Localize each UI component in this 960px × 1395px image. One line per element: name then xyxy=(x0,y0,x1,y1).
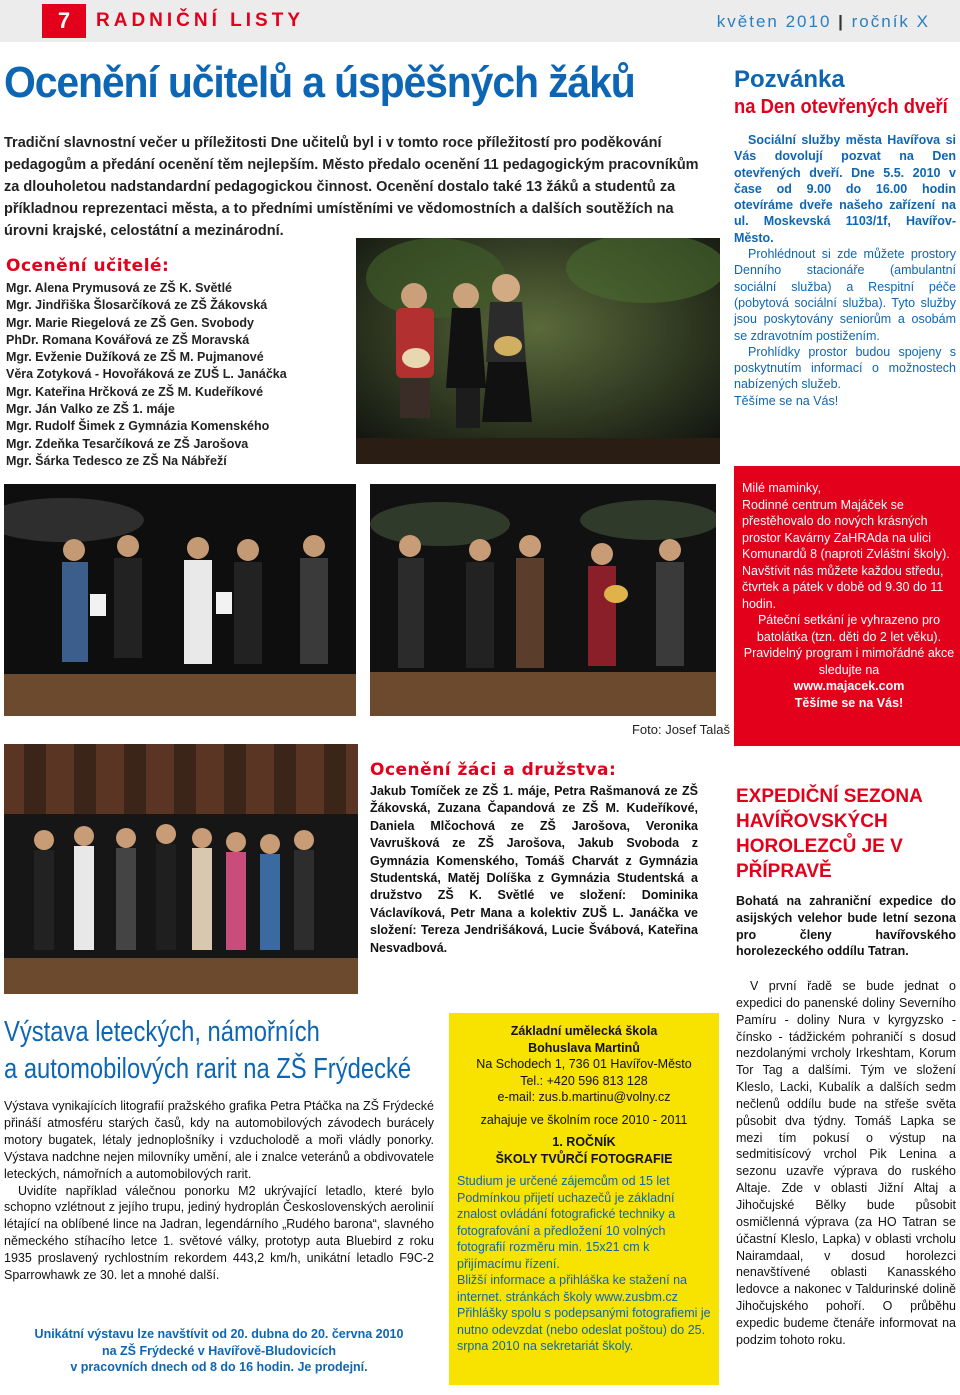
list-item: Mgr. Zdeňka Tesarčíková ze ZŠ Jarošova xyxy=(6,436,249,451)
exhibition-title-line: Výstava leteckých, námořních xyxy=(4,1016,320,1048)
majacek-closing: Těšíme se na Vás! xyxy=(794,695,904,710)
list-item: Mgr. Ján Valko ze ZŠ 1. máje xyxy=(6,402,175,417)
list-item: Mgr. Jindřiška Šlosarčíková ze ZŠ Žákovská xyxy=(6,298,268,313)
invitation-paragraph: Prohlédnout si zde můžete prostory Denního stacionáře (ambulantní sociální služba) a Respitní péče (pobytová sociální služba). Tyto služby jsou poskytovány seniorům a osobám se zdravotním postižením. xyxy=(734,247,956,343)
majacek-paragraph: Rodinné centrum Majáček se přestěhovalo do nových krásných prostor Kavárny ZaHRAda na ulici Komunardů 8 (naproti Zvláštní školy). xyxy=(742,497,950,561)
invitation-paragraph: Sociální služby města Havířova si Vás dovolují pozvat na Den otevřených dveří. Dne 5.5. 2010 v čase od 9.00 do 16.00 hodin otevíráme dveře našeho zařízení na ul. Moskevská 1103/1f, Havířov-Město. xyxy=(734,133,956,245)
school-program: ŠKOLY TVŮRČÍ FOTOGRAFIE xyxy=(495,1151,673,1166)
list-item: Mgr. Evženie Dužíková ze ZŠ M. Pujmanové xyxy=(6,350,264,365)
teachers-list xyxy=(6,280,346,470)
list-item: Věra Zotyková - Hovořáková ze ZUŠ L. Janáčka xyxy=(6,367,287,382)
list-item: Mgr. Alena Prymusová ze ZŠ K. Světlé xyxy=(6,281,233,295)
teachers-heading: Ocenění učitelé: xyxy=(6,256,170,276)
school-paragraph: Studium je určené zájemcům od 15 let Podmínkou přijetí uchazečů je základní znalost ovládání fotografické techniky a fotografování a předložení 10 volných fotografií rozměru min. 15x21 cm k přijímacímu řízení. xyxy=(457,1174,676,1271)
invitation-body xyxy=(734,132,956,409)
school-name: Bohuslava Martinů xyxy=(528,1040,640,1055)
school-name: Základní umělecká škola xyxy=(510,1024,658,1038)
students-list: Jakub Tomíček ze ZŠ 1. máje, Petra Rašmanová ze ZŠ Žákovská, Zuzana Čapandová ze ZŠ M. Kudeříkové, Daniela Mlčochová ze ZŠ Jarošova, Veronika Vavrušková ze ZŠ Jarošova, Jakub Svoboda z Gymnázia Komenského, Tomáš Charvát z Gymnázia Studentská, Matěj Dolíška z Gymnázia Studentská a družstvo ZŠ K. Světlé ve složení: Dominika Václavíková, Petr Mana a kolektiv ZUŠ L. Janáčka ve složení: Tereza Jendrišáková, Lucie Švábová, Kateřina Nesvadbová. xyxy=(370,784,698,955)
exhibition-title-line: a automobilových rarit na ZŠ Frýdecké xyxy=(4,1053,412,1085)
majacek-greeting: Milé maminky, xyxy=(742,481,821,495)
list-item: Mgr. Marie Riegelová ze ZŠ Gen. Svobody xyxy=(6,315,254,330)
majacek-paragraph: Páteční setkání je vyhrazeno pro batolátka (tzn. děti do 2 let věku). xyxy=(756,613,942,644)
invitation-subtitle: na Den otevřených dveří xyxy=(734,96,948,118)
majacek-paragraph: Pravidelný program i mimořádné akce sledujte na xyxy=(743,646,955,677)
photo-teachers-trio xyxy=(356,238,720,464)
school-address: Na Schodech 1, 736 01 Havířov-Město xyxy=(476,1057,692,1071)
exhibition-title xyxy=(4,1014,412,1088)
exhibition-footer-line: Unikátní výstavu lze navštívit od 20. dubna do 20. června 2010 xyxy=(34,1327,404,1341)
exhibition-body xyxy=(4,1098,434,1284)
issue-volume: ročník X xyxy=(851,12,930,31)
school-enrolment: zahajuje ve školním roce 2010 - 2011 xyxy=(480,1112,688,1127)
school-email[interactable]: e-mail: zus.b.martinu@volny.cz xyxy=(497,1090,671,1104)
issue-separator: | xyxy=(838,12,845,31)
exhibition-footer-line: v pracovních dnech od 8 do 16 hodin. Je prodejní. xyxy=(70,1360,368,1374)
school-year: 1. ROČNÍK xyxy=(552,1135,616,1149)
school-paragraph: Bližší informace a přihláška ke stažení na internet. stránkách školy www.zusbm.cz xyxy=(457,1273,687,1304)
photo-students xyxy=(4,744,358,994)
majacek-notice xyxy=(734,466,960,746)
main-headline: Ocenění učitelů a úspěšných žáků xyxy=(4,58,635,107)
photo-teachers-group-2 xyxy=(370,484,716,716)
list-item: PhDr. Romana Kovářová ze ZŠ Moravská xyxy=(6,332,250,347)
list-item: Mgr. Rudolf Šimek z Gymnázia Komenského xyxy=(6,419,270,434)
exhibition-paragraph: Výstava vynikajících litografií pražského grafika Petra Ptáčka na ZŠ Frýdecké přináší atmosféru starých časů, kdy na automobilových závodech burácely motory bugatek, létaly jednoplošníky i vzducholodě a moři vládly ponorky. Výstava nadchne nejen milovníky umění, ale i znalce veteránů a obdivovatele leteckých, námořních a automobilových rarit. xyxy=(4,1099,434,1181)
expedition-body: V první řadě se bude jednat o expedici do panenské doliny Severního Pamíru - doliny Nura v kyrgyzsko - čínsko - tádžickém pohraničí s dosud nezdolanými vrcholy Irkeshtam, Korum Tor Tag a dalšími. Tým ve složení Kleslo, Lacki, Kubalík a dalších sedm nečlenů oddílu bude na střeše světa působit dva týdny. Tomáš Lapka se mezi tím pokusí o výstup na sedmitisícový vrchol Pik Lenina a sezonu uzavře výprava do ruského Altaje. Zde v oblasti Jižní Altaj a Jihočujské Bělky bude působit osmičlenná výprava (za HO Tatran se účastní Kleslo, Lapka) v oblasti vrcholu Nairamdaal, v dosud horolezci nenavštívené oblasti Kanasského ledovce a nakonec v Taldurinské dolině Jihočujského pohoří. O průběhu expedic budeme čtenáře informovat na podzim tohoto roku. xyxy=(736,979,956,1347)
photo-teachers-group-1 xyxy=(4,484,356,716)
page-number: 7 xyxy=(42,4,86,38)
issue-info xyxy=(717,12,930,32)
invitation-paragraph: Prohlídky prostor budou spojeny s poskytnutím informací o možnostech nabízených služeb. xyxy=(734,344,956,392)
publication-name: RADNIČNÍ LISTY xyxy=(96,10,304,31)
invitation-closing: Těšíme se na Vás! xyxy=(734,393,839,408)
expedition-title: EXPEDIČNÍ SEZONA HAVÍŘOVSKÝCH HOROLEZCŮ JE V PŘÍPRAVĚ xyxy=(736,786,923,882)
school-phone: Tel.: +420 596 813 128 xyxy=(520,1073,648,1088)
school-paragraph: Přihlášky spolu s podepsanými fotografiemi je nutno odevzdat (nebo odeslat poštou) do 25. srpna 2010 na sekretariát školy. xyxy=(457,1306,711,1353)
school-ad xyxy=(449,1013,719,1385)
issue-month: květen 2010 xyxy=(716,12,832,31)
invitation-title: Pozvánka xyxy=(734,66,845,93)
expedition-lead: Bohatá na zahraniční expedice do asijských velehor bude letní sezona pro členy havířovského horolezeckého oddílu Tatran. xyxy=(736,894,956,959)
students-heading: Ocenění žáci a družstva: xyxy=(370,760,617,780)
exhibition-paragraph: Uvidíte například válečnou ponorku M2 ukrývající letadlo, které bylo schopno vzlétnout z jejího trupu, jediný hydroplán Československých aerolinií létající na oblíbené lince na Jadran, legendárního „Rudého barona“, slavného německého stíhacího letce 1. světové války, prototyp auta Bluebird z roku 1935 proslavený rychlostním rekordem 443,2 km/h, unikátní letadlo F9C-2 Sparrowhawk ze 30. let a mnohé další. xyxy=(4,1183,434,1283)
exhibition-footer xyxy=(4,1326,434,1376)
photo-credit: Foto: Josef Talaš xyxy=(631,722,730,737)
list-item: Mgr. Kateřina Hrčková ze ZŠ M. Kudeříkové xyxy=(6,384,264,399)
majacek-link[interactable]: www.majacek.com xyxy=(793,679,905,693)
exhibition-footer-line: na ZŠ Frýdecké v Havířově-Bludovicích xyxy=(101,1343,337,1358)
main-lead: Tradiční slavnostní večer u příležitosti Dne učitelů byl i v tomto roce příležitostí pro poděkování pedagogům a předání ocenění těm nejlepším. Město předalo ocenění 11 pedagogickým pracovníkům za dlouholetou nadstandardní pedagogickou činnost. Ocenění dostalo také 13 žáků a studentů za příkladnou reprezentaci města, a to předními umístěními ve vědomostních a dalších soutěžích na úrovni krajské, celostátní a mezinárodní. xyxy=(4,135,699,239)
list-item: Mgr. Šárka Tedesco ze ZŠ Na Nábřeží xyxy=(6,453,227,468)
majacek-paragraph: Navštívit nás můžete každou středu, čtvrtek a pátek v době od 9.30 do 11 hodin. xyxy=(742,563,944,611)
